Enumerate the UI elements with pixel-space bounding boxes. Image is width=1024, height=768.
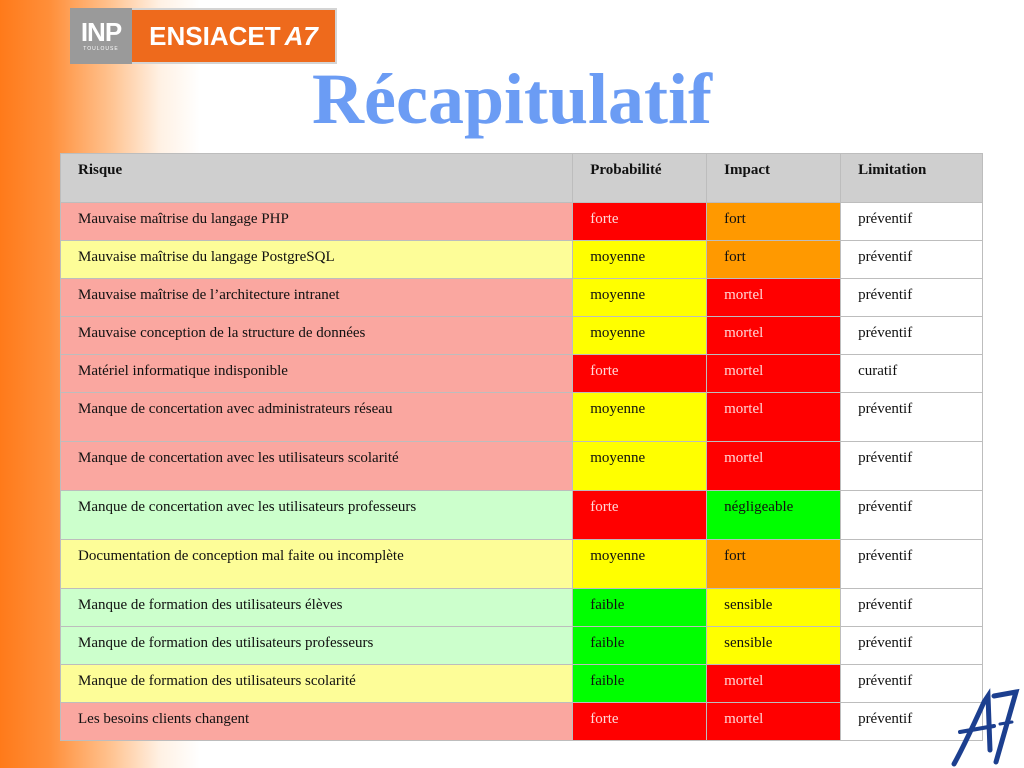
ensiacet-logo-text: ENSIACET [149,20,281,51]
header-risque: Risque [61,154,573,203]
probability-cell: faible [573,627,707,665]
probability-cell: forte [573,355,707,393]
probability-cell: moyenne [573,442,707,491]
probability-cell: moyenne [573,279,707,317]
limitation-cell: préventif [841,317,983,355]
impact-cell: sensible [707,627,841,665]
table-row [61,540,983,589]
limitation-cell: préventif [841,589,983,627]
slide-title: Récapitulatif [312,59,712,139]
risk-cell: Manque de concertation avec administrateurs réseau [61,393,573,442]
limitation-cell: préventif [841,491,983,540]
impact-cell: mortel [707,279,841,317]
probability-cell: faible [573,589,707,627]
risk-cell: Mauvaise maîtrise de l’architecture intranet [61,279,573,317]
table-row [61,703,983,741]
risk-cell: Mauvaise conception de la structure de données [61,317,573,355]
limitation-cell: préventif [841,241,983,279]
limitation-cell: préventif [841,393,983,442]
limitation-cell: préventif [841,279,983,317]
limitation-cell: préventif [841,203,983,241]
impact-cell: sensible [707,589,841,627]
inp-logo-subtext: TOULOUSE [83,46,119,52]
limitation-cell: préventif [841,540,983,589]
impact-cell: négligeable [707,491,841,540]
risk-cell: Les besoins clients changent [61,703,573,741]
risk-cell: Manque de formation des utilisateurs scolarité [61,665,573,703]
risk-cell: Mauvaise maîtrise du langage PHP [61,203,573,241]
impact-cell: mortel [707,393,841,442]
limitation-cell: préventif [841,665,983,703]
probability-cell: moyenne [573,317,707,355]
table-row [61,279,983,317]
table-row [61,491,983,540]
header-probabilite: Probabilité [573,154,707,203]
probability-cell: forte [573,703,707,741]
impact-cell: mortel [707,355,841,393]
a7-logo-mark: A7 [284,20,318,51]
risk-summary-table [60,153,983,741]
risk-cell: Mauvaise maîtrise du langage PostgreSQL [61,241,573,279]
risk-cell: Manque de concertation avec les utilisateurs scolarité [61,442,573,491]
header-limitation: Limitation [841,154,983,203]
risk-cell: Manque de formation des utilisateurs élèves [61,589,573,627]
impact-cell: fort [707,540,841,589]
limitation-cell: préventif [841,442,983,491]
header-impact: Impact [707,154,841,203]
probability-cell: moyenne [573,540,707,589]
a7-corner-logo [950,688,1020,768]
probability-cell: moyenne [573,393,707,442]
table-row [61,241,983,279]
risk-cell: Matériel informatique indisponible [61,355,573,393]
limitation-cell: curatif [841,355,983,393]
impact-cell: mortel [707,665,841,703]
impact-cell: fort [707,203,841,241]
probability-cell: moyenne [573,241,707,279]
impact-cell: mortel [707,442,841,491]
table-row [61,393,983,442]
risk-cell: Manque de formation des utilisateurs professeurs [61,627,573,665]
probability-cell: forte [573,203,707,241]
table-row [61,355,983,393]
table-row [61,442,983,491]
table-row [61,203,983,241]
inp-logo-text: INP [80,17,122,47]
impact-cell: mortel [707,703,841,741]
limitation-cell: préventif [841,703,983,741]
table-header-row [61,154,983,203]
risk-cell: Manque de concertation avec les utilisateurs professeurs [61,491,573,540]
impact-cell: fort [707,241,841,279]
table-row [61,589,983,627]
probability-cell: faible [573,665,707,703]
table-row [61,317,983,355]
risk-cell: Documentation de conception mal faite ou incomplète [61,540,573,589]
table-row [61,665,983,703]
probability-cell: forte [573,491,707,540]
impact-cell: mortel [707,317,841,355]
limitation-cell: préventif [841,627,983,665]
table-row [61,627,983,665]
